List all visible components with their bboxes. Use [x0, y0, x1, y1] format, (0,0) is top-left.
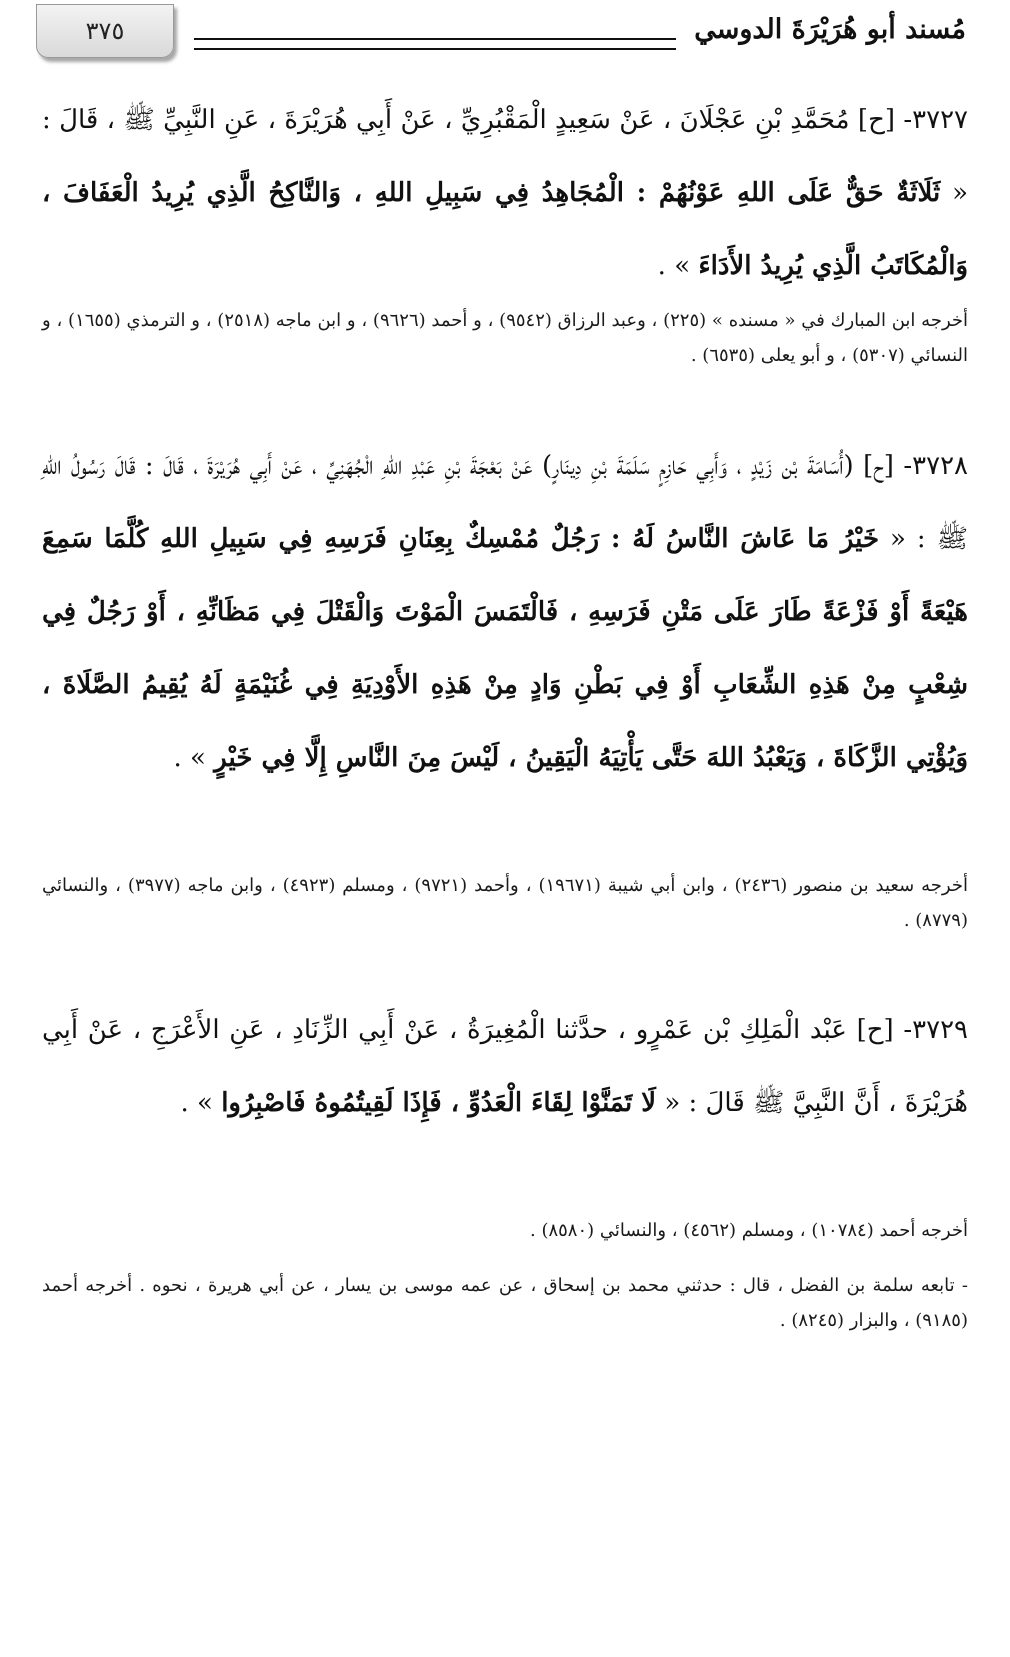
hadith-closing: » .	[173, 743, 206, 773]
hadith-closing: » .	[180, 1088, 213, 1118]
header-double-rule	[194, 38, 676, 50]
takhrij-3727: أخرجه ابن المبارك في « مسنده » (٢٢٥) ، وعبد الرزاق (٩٥٤٢) ، و أحمد (٩٦٢٦) ، و ابن ماجه (٢٥١٨) ، و الترمذي (١٦٥٥) ، و النسائي (٥٣٠٧) ، و أبو يعلى (٦٥٣٥) .	[42, 310, 969, 366]
page-number: ٣٧٥	[85, 17, 125, 45]
hadith-3729	[42, 994, 968, 1140]
running-title: مُسند أبو هُرَيْرَةَ الدوسي	[694, 14, 966, 45]
hadith-3727	[42, 84, 968, 303]
hadith-isnad: ٣٧٢٩- [ح] عَبْد الْمَلِكِ بْن عَمْرٍو ، حدَّثنا الْمُغِيرَةُ ، عَنْ أَبِي الزِّنَادِ ، عَنِ الأَعْرَجِ ، عَنْ أَبِي هُرَيْرَةَ ، أَنَّ النَّبِيَّ ﷺ قَالَ : «	[42, 1015, 968, 1118]
hadith-isnad: ٣٧٢٨- [ح] (أُسَامَةَ بْن زَيْدٍ ، وَأَبِي حَازِمٍ سَلَمَةَ بْنِ دِينَارٍ) عَنْ بَعْجَةَ بْنِ عَبْدِ اللهِ الْجُهَنِيِّ ، عَنْ أَبِي هُرَيْرَةَ ، قَالَ : قَالَ رَسُولُ اللهِ ﷺ : «	[42, 451, 968, 554]
page-header	[36, 4, 966, 68]
hadith-closing: » .	[657, 251, 691, 281]
takhrij-3728: أخرجه سعيد بن منصور (٢٤٣٦) ، وابن أبي شيبة (١٩٦٧١) ، وأحمد (٩٧٢١) ، ومسلم (٤٩٢٣) ، وابن ماجه (٣٩٧٧) ، والنسائي (٨٧٧٩) .	[42, 875, 968, 931]
follow-up-note: - تابعه سلمة بن الفضل ، قال : حدثني محمد بن إسحاق ، عن عمه موسى بن يسار ، عن أبي هريرة ، نحوه . أخرجه أحمد (٩١٨٥) ، والبزار (٨٢٤٥) .	[42, 1275, 968, 1331]
takhrij-3729: أخرجه أحمد (١٠٧٨٤) ، ومسلم (٤٥٦٢) ، والنسائي (٨٥٨٠) .	[530, 1220, 968, 1241]
hadith-3728	[42, 430, 968, 795]
hadith-matn: ثَلَاثَةٌ حَقٌّ عَلَى اللهِ عَوْنُهُمْ : الْمُجَاهِدُ فِي سَبِيلِ اللهِ ، وَالنَّاكِحُ الَّذِي يُرِيدُ الْعَفَافَ ، وَالْمُكَاتَبُ الَّذِي يُرِيدُ الأَدَاءَ	[42, 178, 968, 281]
page-number-tab	[36, 4, 174, 58]
hadith-matn: خَيْرُ مَا عَاشَ النَّاسُ لَهُ : رَجُلٌ مُمْسِكٌ بِعِنَانِ فَرَسِهِ فِي سَبِيلِ اللهِ كُلَّمَا سَمِعَ هَيْعَةً أَوْ فَزْعَةً طَارَ عَلَى مَتْنِ فَرَسِهِ ، فَالْتَمَسَ الْمَوْتَ وَالْقَتْلَ فِي مَظَانِّهِ ، أَوْ رَجُلٌ فِي شِعْبٍ مِنْ هَذِهِ الشِّعَابِ أَوْ فِي بَطْنِ وَادٍ مِنْ هَذِهِ الأَوْدِيَةِ فِي غُنَيْمَةٍ لَهُ يُقِيمُ الصَّلَاةَ ، وَيُؤْتِي الزَّكَاةَ ، وَيَعْبُدُ اللهَ حَتَّى يَأْتِيَهُ الْيَقِينُ ، لَيْسَ مِنَ النَّاسِ إِلَّا فِي خَيْرٍ	[42, 524, 968, 773]
hadith-matn: لَا تَمَنَّوْا لِقَاءَ الْعَدُوِّ ، فَإِذَا لَقِيتُمُوهُ فَاصْبِرُوا	[221, 1088, 657, 1118]
hadith-isnad: ٣٧٢٧- [ح] مُحَمَّدِ بْنِ عَجْلَانَ ، عَنْ سَعِيدٍ الْمَقْبُرِيِّ ، عَنْ أَبِي هُرَيْرَةَ ، عَنِ النَّبِيِّ ﷺ ، قَالَ : «	[42, 105, 969, 208]
